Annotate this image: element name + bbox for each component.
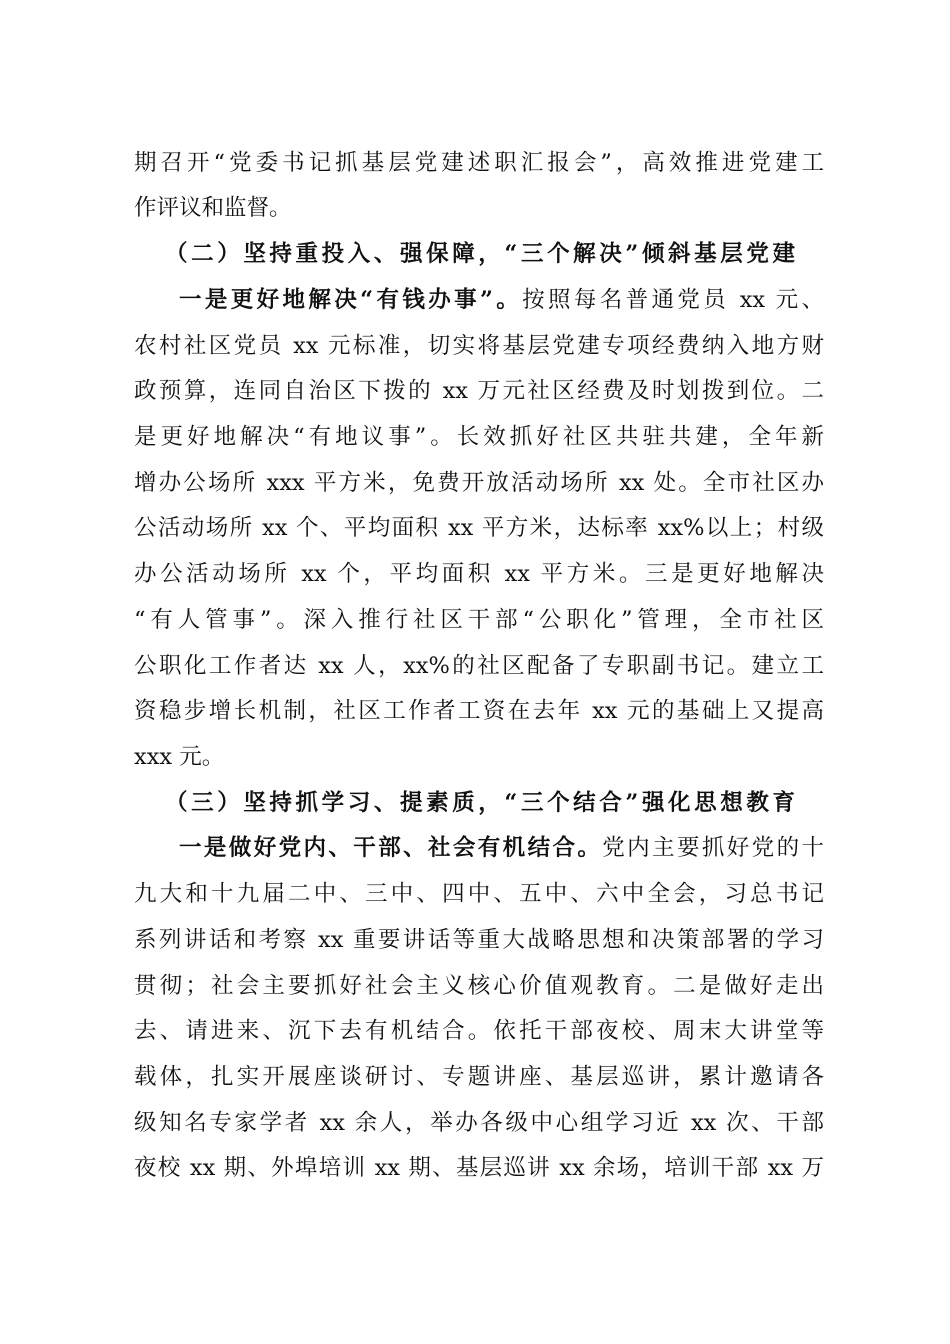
section-heading-2: （二）坚持重投入、强保障，“三个解决”倾斜基层党建 — [165, 241, 795, 267]
paragraph-line: 公职化工作者达 xx 人，xx%的社区配备了专职副书记。建立工 — [134, 653, 824, 679]
paragraph-line: 去、请进来、沉下去有机结合。依托干部夜校、周末大讲堂等 — [134, 1018, 824, 1044]
paragraph-line: 公活动场所 xx 个、平均面积 xx 平方米，达标率 xx%以上；村级 — [134, 515, 824, 541]
paragraph-first-line — [179, 285, 824, 315]
paragraph-line: 贯彻；社会主要抓好社会主义核心价值观教育。二是做好走出 — [134, 973, 824, 999]
paragraph-line: “有人管事”。深入推行社区干部“公职化”管理，全市社区 — [134, 607, 824, 633]
paragraph-line: 增办公场所 xxx 平方米，免费开放活动场所 xx 处。全市社区办 — [134, 470, 824, 496]
paragraph-line: 政预算，连同自治区下拨的 xx 万元社区经费及时划拨到位。二 — [134, 378, 824, 404]
lead-sentence: 一是做好党内、干部、社会有机结合。 — [179, 835, 603, 861]
paragraph-line: xxx 元。 — [134, 744, 225, 770]
paragraph-text: 党内主要抓好党的十 — [602, 835, 824, 861]
paragraph-line: 级知名专家学者 xx 余人，举办各级中心组学习近 xx 次、干部 — [134, 1110, 824, 1136]
paragraph-line: 农村社区党员 xx 元标准，切实将基层党建专项经费纳入地方财 — [134, 333, 824, 359]
paragraph-line: 办公活动场所 xx 个，平均面积 xx 平方米。三是更好地解决 — [134, 561, 824, 587]
paragraph-line: 九大和十九届二中、三中、四中、五中、六中全会，习总书记 — [134, 881, 824, 907]
section-heading-3: （三）坚持抓学习、提素质，“三个结合”强化思想教育 — [165, 790, 795, 816]
paragraph-line: 作评议和监督。 — [134, 195, 292, 221]
paragraph-first-line — [179, 833, 824, 863]
paragraph-text: 按照每名普通党员 xx 元、 — [522, 287, 825, 313]
paragraph-line: 夜校 xx 期、外埠培训 xx 期、基层巡讲 xx 余场，培训干部 xx 万 — [134, 1155, 824, 1181]
paragraph-line: 是更好地解决“有地议事”。长效抓好社区共驻共建，全年新 — [134, 424, 824, 450]
lead-sentence: 一是更好地解决“有钱办事”。 — [179, 287, 523, 313]
paragraph-line: 载体，扎实开展座谈研讨、专题讲座、基层巡讲，累计邀请各 — [134, 1064, 824, 1090]
paragraph-line: 期召开“党委书记抓基层党建述职汇报会”，高效推进党建工 — [134, 150, 824, 176]
paragraph-line: 系列讲话和考察 xx 重要讲话等重大战略思想和决策部署的学习 — [134, 927, 824, 953]
paragraph-line: 资稳步增长机制，社区工作者工资在去年 xx 元的基础上又提高 — [134, 698, 824, 724]
